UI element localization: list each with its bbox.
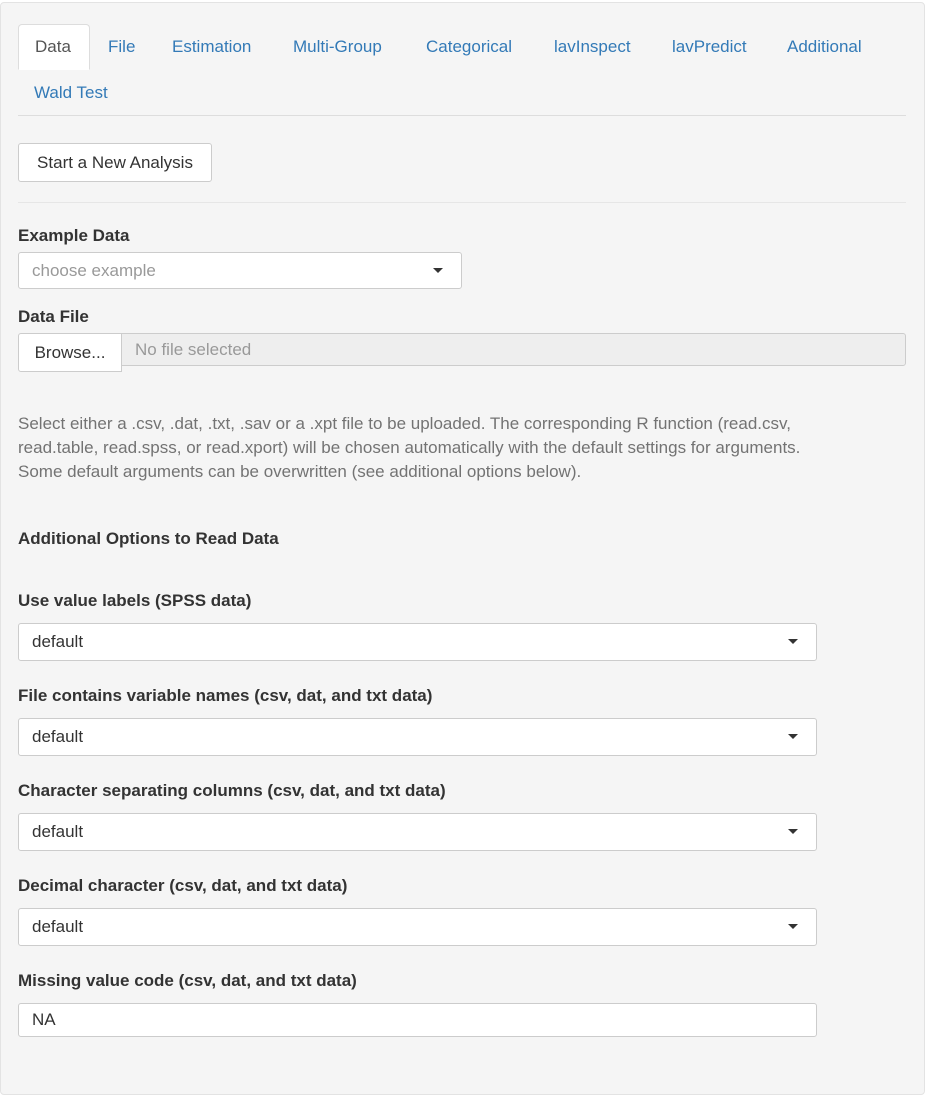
tab-multi-group[interactable]: Multi-Group — [293, 37, 382, 56]
tab-lavinspect[interactable]: lavInspect — [554, 37, 631, 56]
variable-names-select[interactable] — [18, 718, 817, 756]
missing-value-text: NA — [32, 1010, 56, 1029]
tab-data[interactable]: Data — [18, 24, 90, 70]
decimal-value: default — [32, 917, 84, 936]
file-status-text: No file selected — [135, 340, 252, 359]
tab-divider — [18, 115, 906, 116]
divider — [18, 202, 906, 203]
chevron-down-icon — [788, 829, 798, 834]
help-line: read.table, read.spss, or read.xport) will be chosen automatically with the default settings for arguments. — [18, 438, 801, 457]
separator-value: default — [32, 822, 84, 841]
separator-label: Character separating columns (csv, dat, and txt data) — [18, 781, 446, 800]
chevron-down-icon — [788, 734, 798, 739]
chevron-down-icon — [788, 639, 798, 644]
decimal-select[interactable] — [18, 908, 817, 946]
example-data-select[interactable] — [18, 252, 462, 289]
help-line: Some default arguments can be overwritten (see additional options below). — [18, 462, 582, 481]
tab-wald-test[interactable]: Wald Test — [34, 83, 108, 102]
tab-lavpredict[interactable]: lavPredict — [672, 37, 747, 56]
value-labels-select[interactable] — [18, 623, 817, 661]
tab-additional[interactable]: Additional — [787, 37, 862, 56]
help-text — [18, 412, 898, 484]
tab-categorical[interactable]: Categorical — [426, 37, 512, 56]
help-line: Select either a .csv, .dat, .txt, .sav or a .xpt file to be uploaded. The corresponding R function (read.csv, — [18, 414, 791, 433]
variable-names-label: File contains variable names (csv, dat, and txt data) — [18, 686, 433, 705]
decimal-label: Decimal character (csv, dat, and txt data) — [18, 876, 348, 895]
separator-select[interactable] — [18, 813, 817, 851]
missing-value-input[interactable] — [18, 1003, 817, 1037]
additional-options-heading: Additional Options to Read Data — [18, 529, 279, 548]
chevron-down-icon — [433, 268, 443, 273]
data-file-label: Data File — [18, 307, 89, 326]
example-data-placeholder: choose example — [32, 261, 156, 280]
tab-file[interactable]: File — [108, 37, 136, 56]
value-labels-label: Use value labels (SPSS data) — [18, 591, 252, 610]
variable-names-value: default — [32, 727, 84, 746]
value-labels-value: default — [32, 632, 84, 651]
browse-button[interactable]: Browse... — [18, 333, 122, 372]
file-name-display — [121, 333, 906, 366]
tab-estimation[interactable]: Estimation — [172, 37, 252, 56]
missing-value-label: Missing value code (csv, dat, and txt data) — [18, 971, 357, 990]
example-data-label: Example Data — [18, 226, 130, 245]
start-new-analysis-button[interactable]: Start a New Analysis — [18, 143, 212, 182]
chevron-down-icon — [788, 924, 798, 929]
